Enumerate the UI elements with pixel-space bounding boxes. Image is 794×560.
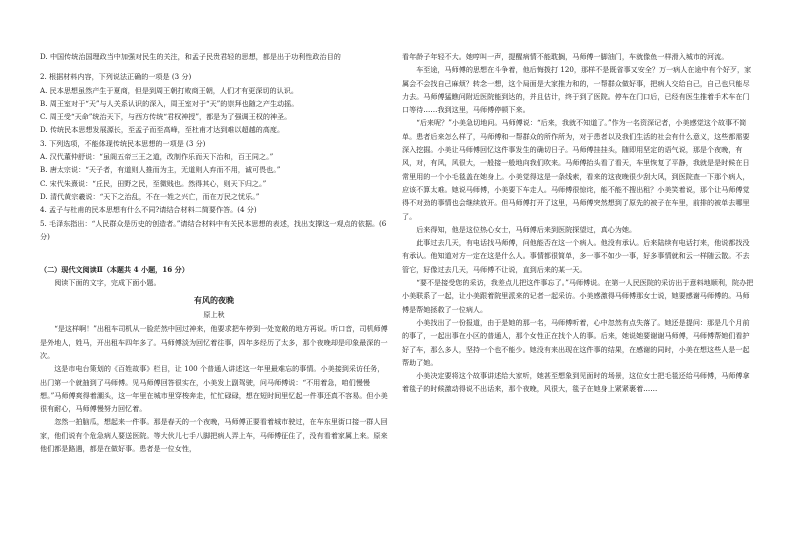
q3-option-a: A. 汉代董仲舒说：“虽阁五帝三王之道，改制作乐而天下治和，百王同之。” bbox=[40, 152, 274, 162]
story-continuation-8: 小美决定要将这个故事讲述给大家听，她甚至想象到见面时的场景，这位女士把毛毯还给马师傅，马师傅拿着毯子的时候激动得说不出话来，那个夜晚，风很大，毯子在她身上紧紧裹着…… bbox=[402, 371, 750, 394]
q4: 4. 孟子与杜甫的民本思想有什么不同?请结合材料二简要作答。(4 分) bbox=[40, 205, 257, 215]
right-column bbox=[402, 50, 754, 396]
q3-option-c: C. 宋代朱熹说：“丘民，田野之民，至微贱也。然得其心，则天下归之。” bbox=[40, 178, 267, 188]
q2-stem: 2. 根据材料内容，下列说法正确的一项是 (3 分) bbox=[40, 72, 192, 82]
q5: 5. 毛泽东指出：“人民群众是历史的创造者。”请结合材料中有关民本思想的表述，找出支撑这一观点的依据。(6 分) bbox=[40, 218, 387, 241]
story-continuation-7: 小美找出了一份报道，由于是她的那一名，马师傅听着，心中忽然有点失落了。她还是提问：那是几个月前的事了，一起出事在小区的普通人，那个女性正在找个人的事。后来，她说她要谢谢马师傅，马师傅帮她们看护好了车，那么多人，坚持一个也不能少。她没有来出现在这件事的结果，在感谢的同时，小美在想这些人是一起帮助了她。 bbox=[402, 317, 750, 367]
story-author: 原上秋 bbox=[203, 310, 225, 320]
story-title: 有风的夜晚 bbox=[194, 294, 234, 305]
story-paragraph-1: “是这样啊！”出租车司机从一脸茫然中回过神来，他要求把车停到一处宽敞的地方再说。听口音，司机师傅是外地人，姓马，开出租车四年多了。马师傅淡为回忆着往事，四年多经历了太多，那个夜晚却是印象最深的一次。 bbox=[40, 324, 388, 360]
q3-stem: 3. 下列选项，不能体现传统民本思想的一项是 (3 分) bbox=[40, 138, 206, 148]
q1-option-d: D. 中国传统治国理政当中加强对民生的关注，和孟子民贵君轻的思想，都是出于功利性政治目的 bbox=[40, 52, 341, 61]
q3-option-d: D. 清代黄宗羲说：“天下之治乱，不在一姓之兴亡，而在万民之忧乐。” bbox=[40, 191, 260, 201]
story-continuation-6: “要不是接受您的采访，我差点儿把这件事忘了。”马师傅说。在第一人民医院的采访出于意料地顺利，院办把小美联系了一起，让小美跟着院里派来的记者一起采访。小美感激得马师傅那女士说，她要感谢马师傅的。马师傅是帮她拯救了一位病人。 bbox=[402, 278, 754, 314]
story-continuation-3: “后来呢？”小美急切地问。马师傅说：“后来，我就不知道了。”作为一名资深记者，小美感觉这个故事不简单。患者后来怎么样了，马师傅和一帮群众的所作所为，对于患者以及我们生活的社会有什么意义，这些都需要深入挖掘。小美让马师傅回忆这件事发生的确切日子。马师傅挂挂头，随即用坚定的语气说，那是个夜晚，有风，对，有风，风很大，一般接一般地向我们吹来。马师傅抬头看了看天，车里恢复了平静，我就是是时候在日常里用的一个小毛毯盖在她身上。小美觉得这是一条线索，看来的这夜晚很少刮大风，到医院查一下那个病人，应该不算太难。她说马师傅，小美要下车走人。马师傅很惊诧，能不能不搜出租？小美笑着说，那个让马师傅觉得不对劲的事情也会继续放开。但马师傅打开了这里，马师傅突然想到了原先的被子在车里，前排的被单去哪里了。 bbox=[402, 118, 750, 221]
q3-option-b: B. 唐太宗说：“天子者，有道则人推而为主，无道则人弃而不用，诚可畏也。” bbox=[40, 165, 281, 175]
section-instruction: 阅读下面的文字，完成下面小题。 bbox=[54, 278, 161, 288]
story-paragraph-2: 这是市电台策划的《百姓故事》栏目，让 100 个普通人讲述这一年里最难忘的事情。小美接到采访任务，出门第一个就抽到了马师傅。见马师傅回答很实在，小美发上副驾驶，问马师傅说：“不用着急，咱们慢慢想。”马师傅爽得着潮头，这一年里在城市里穿梭奔走，忙忙碌碌，想在短时间里忆起一件事还真不容易。但小美很有耐心，马师傅慢努力回忆着。 bbox=[40, 364, 388, 414]
section-heading: （二）现代文阅读Ⅱ（本题共 4 小题，16 分） bbox=[40, 265, 189, 275]
left-column bbox=[40, 50, 388, 455]
q2-option-c: C. 周王受“天命”统治天下，与西方传统“君权神授”，都是为了强调王权的神圣。 bbox=[40, 112, 292, 122]
story-continuation-1: 看年龄子年轻不大。她哼叫一声，提醒病情不能耽搁，马师傅一脚油门，车就像鱼一样滑入城市的河流。 bbox=[402, 52, 729, 61]
story-continuation-2: 车至途，马师傅的思想在斗争着，他后悔拨打 120，那样不是既省事又安全？万一病人在途中有个好歹，家属会不会找自己麻烦？转念一想，这个局面是大家推力和的，一帮群众做好事，把病人交给自己，自己也只能尽力去。马师傅猛瞧问附近医院能到达的，并且估计，终于到了医院。停车在门口后，已经有医生推着手术车在门口等待……我到这里，马师傅停顿下来。 bbox=[402, 65, 752, 115]
q2-option-d: D. 传统民本思想发展源长，至孟子而至高峰，至杜甫才达到难以超越的高度。 bbox=[40, 125, 285, 135]
story-continuation-5: 此事过去几天，有电话找马师傅，问他能否在这一个病人。他没有承认。后来陆续有电话打来，他说都找没有承认。他知道对方一定在这是什么人。事情都很简单，多一事不如少一事，好多事情就和云一样随云散。不去管它，好像过去几天，马师傅不让说，直到后来的某一天。 bbox=[402, 238, 750, 274]
q2-option-b: B. 周王室对于“天”与人关系认识的深入，周王室对于“天”的崇拜也随之产生动摇。 bbox=[40, 98, 299, 108]
q2-option-a: A. 民本思想虽然产生于夏商，但是到周王朝打败商王朝，人们才有更深切的认识。 bbox=[40, 85, 298, 95]
story-continuation-4: 后来得知，他是这位热心女士，马师傅后来到医院探望过，真心为她。 bbox=[416, 224, 637, 234]
story-paragraph-3: 忽然一拍脑瓜，想起来一件事。那是春天的一个夜晚，马师傅正要看着城市驶过，在车东里街口接一群人回家，他们说有个危急病人要送医院。等大伙儿七手八脚把病人弄上车，马师傅征住了，没有看着家属上来。原来他们都是路遇，都是在做好事。患者是一位女性， bbox=[40, 417, 388, 454]
